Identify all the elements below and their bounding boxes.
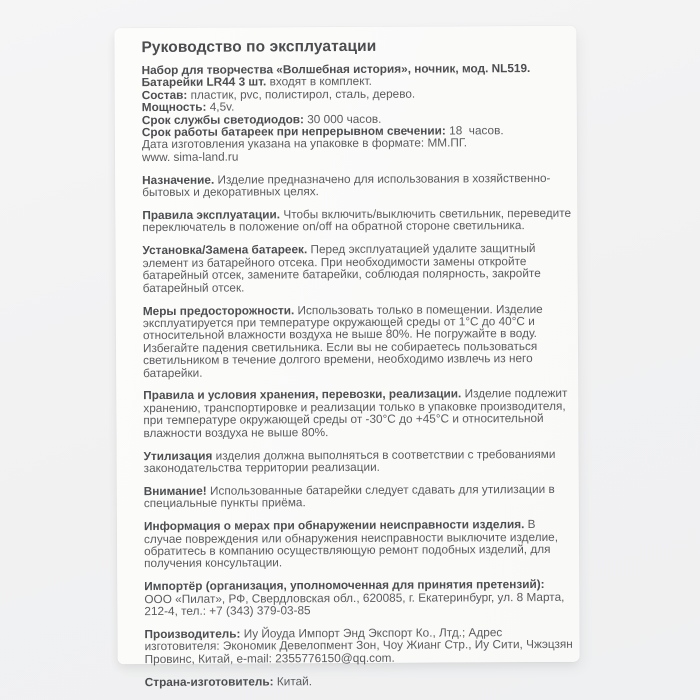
paragraph-lead: Правила и условия хранения, перевозки, реализации. <box>143 386 462 403</box>
website-text: www. sima-land.ru <box>141 149 239 164</box>
spec-bold: Набор для творчества «Волшебная история», ночник, мод. NL519. <box>141 61 531 78</box>
paragraph-text: Чтобы включить/выключить светильник, переведите переключатель в положение on/off на обратной стороне светильника. <box>142 205 575 235</box>
manual-sheet <box>114 26 579 689</box>
paragraph-storage-rules <box>143 387 573 439</box>
paragraph-importer <box>144 578 574 617</box>
paragraph-text: Перед эксплуатацией удалите защитный элемент из батарейного отсека. При необходимости замены откройте батарейный отсек, замените батарейки, соблюдая полярность, закройте батарейный отсек. <box>142 241 545 295</box>
spec-text: входят в комплект. <box>266 74 372 89</box>
paragraph-disposal <box>144 447 574 474</box>
paragraph-lead: Импортёр (организация, уполномоченная для принятия претензий): <box>144 577 545 594</box>
spec-bold: Состав: <box>141 87 188 102</box>
paragraph-purpose <box>142 172 572 199</box>
spec-block <box>142 62 573 164</box>
paragraph-lead: Назначение. <box>142 172 215 187</box>
paragraph-lead: Производитель: <box>144 626 241 642</box>
paragraph-lead: Утилизация <box>143 448 213 463</box>
paragraph-usage-rules <box>142 205 575 235</box>
paragraph-text: Изделие предназначено для использования в хозяйственно-бытовых и декоративных целях. <box>142 170 551 200</box>
spec-bold: Срок службы светодиодов: <box>141 111 304 127</box>
manual-content <box>141 37 577 689</box>
spec-text: Дата изготовления указана на упаковке в формате: ММ.ПГ. <box>141 135 468 152</box>
paragraph-text: Использованные батарейки следует сдавать для утилизации в специальные пункты приёма. <box>143 481 559 511</box>
spec-line-website <box>142 149 572 164</box>
manual-title: Руководство по эксплуатации <box>141 37 377 57</box>
paragraph-lead: Правила эксплуатации. <box>142 207 281 223</box>
spec-bold: Срок работы батареек при непрерывном свечении: <box>141 123 446 140</box>
paragraph-text: изделия должна выполняться в соответствии с требованиями законодательства территории реализации. <box>143 446 559 476</box>
spec-bold: Батарейки LR44 3 шт. <box>141 74 267 90</box>
spec-text: 4,5v. <box>206 99 235 114</box>
paragraph-lead: Страна-изготовитель: <box>144 674 274 689</box>
paragraph-text: Использовать только в помещении. Изделие эксплуатируется при температуре окружающей среды от 1°С до 40°С и относительной влажности воздуха не выше 80%. Не погружайте в воду. Избегайте падения светильника. Если вы не собираетесь пользоваться светильником в течение долгого времени, необходимо извлечь из него батарейки. <box>142 301 547 380</box>
paragraph-lead: Установка/Замена батареек. <box>142 242 308 258</box>
paragraph-manufacturer <box>144 625 577 666</box>
spec-text: 30 000 часов. <box>303 111 382 126</box>
paragraph-malfunction-info <box>144 518 574 570</box>
paragraph-text: Китай. <box>273 673 313 689</box>
paragraph-battery-install <box>142 242 572 294</box>
paragraph-precautions <box>143 302 573 379</box>
paragraph-text: Изделие подлежит хранению, транспортировке и реализации только в упаковке производителя, при температуре окружающей среды от -30°С до +45°С и относительной влажности воздуха не выше 80%. <box>143 386 571 440</box>
paragraph-text: В случае повреждения или обнаружения неисправности выключите изделие, обратитесь в компанию осуществляющую ремонт подобных изделий, для получения консультации. <box>143 517 562 571</box>
paragraph-attention <box>144 483 574 510</box>
paragraph-text: Иу Йоуда Импорт Энд Экспорт Ко., Лтд.; Адрес изготовителя: Экономик Девелопмент Зон, Чоу Жианг Стр., Иу Сити, Чжэцзян Провинс, Китай, e-mail: 2355776150@qq.com. <box>144 625 577 666</box>
paragraph-lead: Информация о мерах при обнаружении неисправности изделия. <box>143 517 525 534</box>
paragraph-text: ООО «Пилат», РФ, Свердловская обл., 620085, г. Екатеринбург, ул. 8 Марта, 212-4, тел.: +7 (343) 379-03-85 <box>144 577 568 619</box>
spec-bold: Мощность: <box>141 99 207 115</box>
spec-text: пластик, pvc, полистирол, сталь, дерево. <box>187 86 416 102</box>
paragraph-lead: Меры предосторожности. <box>142 302 295 318</box>
spec-text: 18 часов. <box>445 123 504 138</box>
paragraph-country <box>145 674 575 689</box>
paragraph-lead: Внимание! <box>143 483 207 498</box>
